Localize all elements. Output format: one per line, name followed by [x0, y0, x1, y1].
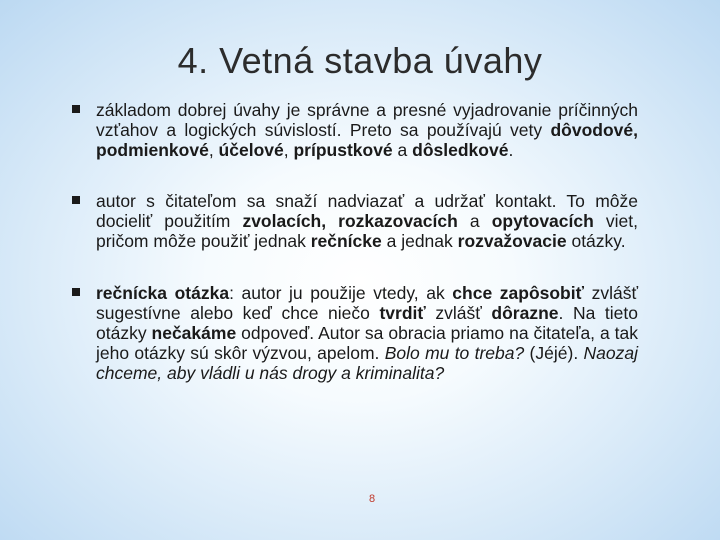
text-segment: zvlášť: [425, 303, 492, 323]
text-segment: viet, pričom môže použiť jednak: [96, 211, 638, 251]
bold-text: rozvažovacie: [457, 231, 567, 251]
text-segment: základom dobrej úvahy je správne a presné vyjadrovanie príčinných vzťahov a logických súvislostí. Preto sa používajú vety: [96, 100, 638, 140]
text-segment: zvlášť sugestívne alebo keď chce niečo: [96, 283, 639, 323]
text-segment: a: [392, 140, 413, 160]
bold-text: prípustkové: [293, 140, 393, 160]
square-bullet-icon: [72, 105, 80, 113]
bold-text: dôvodové, podmienkové: [96, 120, 638, 160]
text-segment: odpoveď. Autor sa obracia priamo na čitateľa, a tak jeho otázky sú skôr výzvou, apelom.: [96, 323, 638, 363]
page-number: 8: [368, 493, 376, 505]
text-segment: otázky.: [566, 231, 626, 251]
bullet-text: [96, 283, 638, 383]
bullet-item: [72, 191, 638, 251]
text-segment: (Jéjé).: [524, 343, 584, 363]
text-segment: a jednak: [381, 231, 458, 251]
bullet-text: [96, 191, 638, 251]
bold-text: opytovacích: [491, 211, 594, 231]
bold-text: tvrdiť: [379, 303, 426, 323]
bold-text: dôrazne: [491, 303, 559, 323]
text-segment: a: [457, 211, 492, 231]
bullet-item: [72, 100, 638, 160]
slide-title: 4. Vetná stavba úvahy: [177, 40, 543, 81]
bold-text: chce zapôsobiť: [452, 283, 584, 303]
bullet-item: [72, 283, 638, 383]
text-segment: ,: [208, 140, 219, 160]
text-segment: . Na tieto otázky: [96, 303, 638, 343]
square-bullet-icon: [72, 288, 80, 296]
text-segment: ,: [283, 140, 294, 160]
text-segment: autor s čitateľom sa snaží nadviazať a udržať kontakt. To môže docieliť použitím: [96, 191, 638, 231]
bullet-text: [96, 100, 638, 160]
italic-text: Naozaj chceme, aby vládli u nás drogy a kriminalita?: [96, 343, 638, 383]
italic-text: Bolo mu to treba?: [384, 343, 525, 363]
bold-text: rečnícka otázka: [96, 283, 230, 303]
square-bullet-icon: [72, 196, 80, 204]
bold-text: dôsledkové: [412, 140, 509, 160]
bullet-list: [72, 100, 638, 383]
bold-text: nečakáme: [151, 323, 237, 343]
text-segment: .: [508, 140, 514, 160]
bold-text: zvolacích, rozkazovacích: [242, 211, 458, 231]
text-segment: : autor ju použije vtedy, ak: [229, 283, 453, 303]
bold-text: účelové: [218, 140, 284, 160]
bold-text: rečnícke: [310, 231, 382, 251]
